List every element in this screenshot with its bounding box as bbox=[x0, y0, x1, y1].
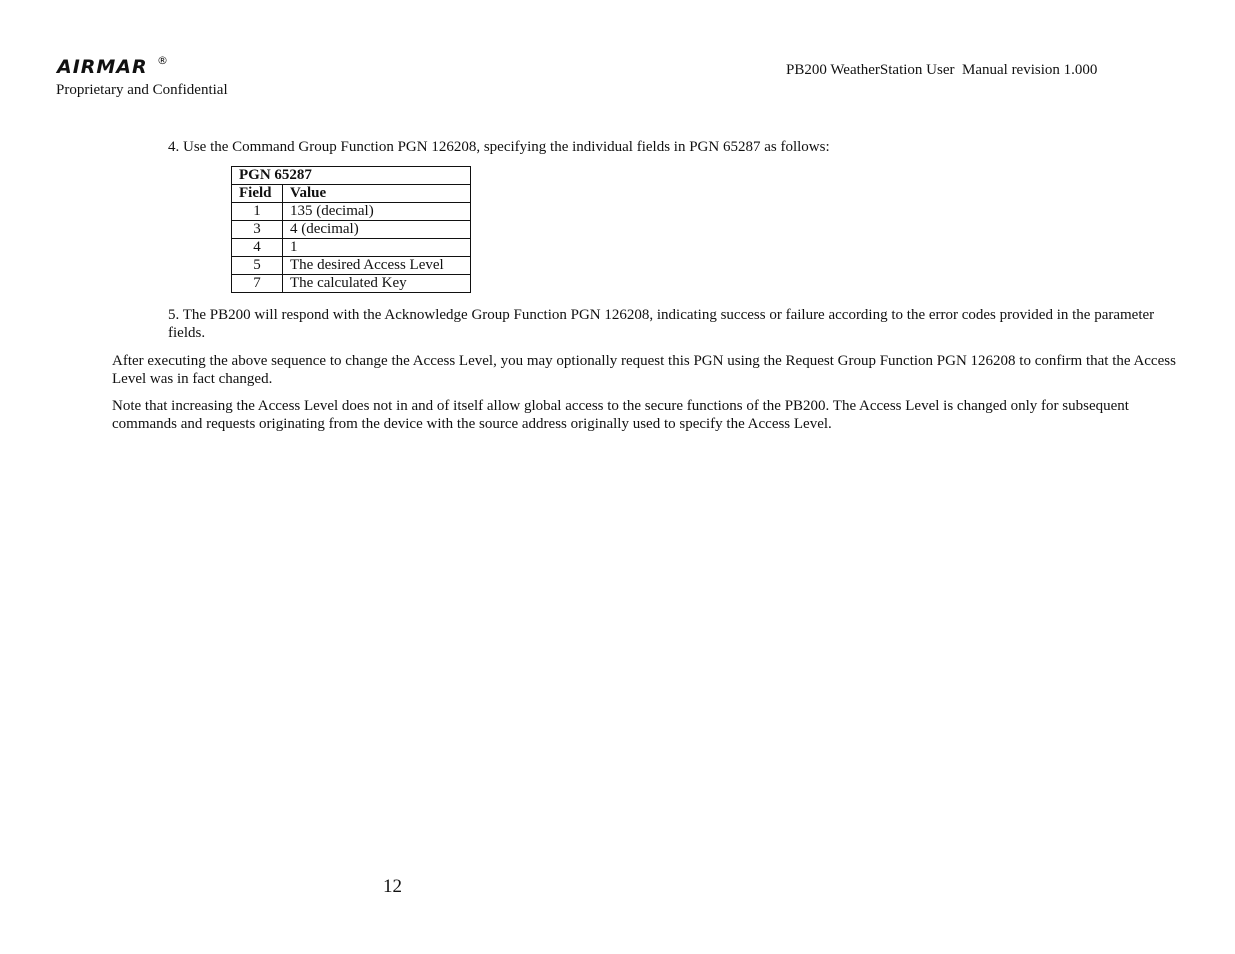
table-row bbox=[232, 257, 471, 275]
pgn-table bbox=[231, 166, 471, 293]
page-number: 12 bbox=[383, 876, 402, 897]
field-cell: 7 bbox=[232, 275, 283, 293]
registered-mark: ® bbox=[157, 54, 168, 67]
table-title: PGN 65287 bbox=[232, 167, 471, 185]
value-cell: 4 (decimal) bbox=[283, 221, 471, 239]
paragraph-access-level-confirm: After executing the above sequence to change the Access Level, you may optionally request this PGN using the Request Group Function PGN 126208 to confirm that the Access Level was in fact changed. bbox=[112, 353, 1176, 387]
field-cell: 5 bbox=[232, 257, 283, 275]
logo: AIRMAR bbox=[57, 56, 148, 78]
table-row bbox=[232, 275, 471, 293]
value-cell: 1 bbox=[283, 239, 471, 257]
value-cell: The desired Access Level bbox=[283, 257, 471, 275]
value-cell: The calculated Key bbox=[283, 275, 471, 293]
table-title-row bbox=[232, 167, 471, 185]
field-cell: 4 bbox=[232, 239, 283, 257]
field-cell: 3 bbox=[232, 221, 283, 239]
step-5-text: 5. The PB200 will respond with the Acknowledge Group Function PGN 126208, indicating success or failure according to the error codes provided in the parameter fields. bbox=[168, 307, 1155, 341]
header-subtitle: Proprietary and Confidential bbox=[56, 82, 228, 98]
table-row bbox=[232, 203, 471, 221]
value-cell: 135 (decimal) bbox=[283, 203, 471, 221]
step-4-text: 4. Use the Command Group Function PGN 126208, specifying the individual fields in PGN 65287 as follows: bbox=[168, 139, 830, 155]
column-header-value: Value bbox=[283, 185, 471, 203]
table-row bbox=[232, 221, 471, 239]
document-title: PB200 WeatherStation User Manual revision 1.000 bbox=[786, 62, 1098, 78]
table-row bbox=[232, 239, 471, 257]
table-header-row bbox=[232, 185, 471, 203]
column-header-field: Field bbox=[232, 185, 283, 203]
paragraph-access-level-note: Note that increasing the Access Level does not in and of itself allow global access to the secure functions of the PB200. The Access Level is changed only for subsequent commands and requests originating from the device with the source address originally used to specify the Access Level. bbox=[112, 398, 1129, 432]
field-cell: 1 bbox=[232, 203, 283, 221]
